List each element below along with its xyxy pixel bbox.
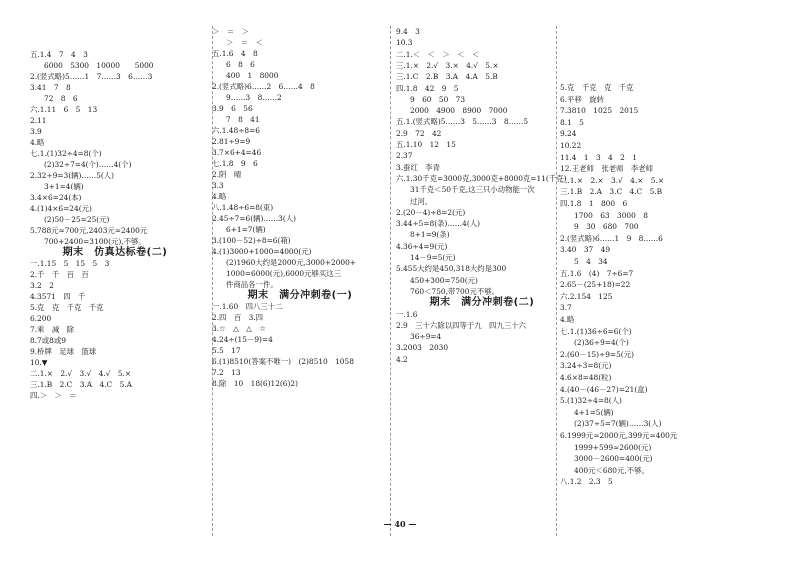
answer-line: 450+300=750(元) [410,275,478,285]
answer-line: 4.(1)3000+1000=4000(元) [212,247,312,256]
answer-line: 七.1.(1)32÷4=8(个) [30,149,102,158]
answer-line: 4.24÷(15－9)=4 [212,335,273,344]
answer-line: 6.平移 旋转 [560,94,605,104]
answer-line: 4.6×8=48(粒) [560,373,612,382]
answer-line: 760＜750,带700元不够。 [410,286,500,296]
answer-line: 10.▼ [30,358,48,367]
answer-line: 七.1.(1)36÷6=6(个) [560,326,632,336]
answer-line: 9.4 3 [396,27,420,36]
answer-line: 2.37 [396,151,413,161]
answer-line: 3000－2600=400(元) [574,454,653,464]
answer-line: 9.桥牌 足球 篮球 [30,347,97,356]
answer-line: 3+1=4(辆) [44,182,84,191]
answer-line: 3.2003 2030 [396,343,449,353]
answer-line: 7 8 41 [226,115,260,124]
answer-line: 六.1.48÷8=6 [212,126,260,135]
answer-line: 6.(1)8510(答案不唯一) (2)8510 1058 [212,357,354,366]
answer-line: (2)37÷5=7(辆)……3(人) [574,419,662,429]
answer-line: 5 4 34 [574,257,608,266]
answer-line: 三.1.C 2.B 3.A 4.A 5.B [396,72,498,82]
answer-line: 七.1.8 9 6 [212,159,258,168]
answer-line: 2.(竖式略)6……1 9 8……6 [560,233,663,243]
answer-line: 9.24 [560,129,577,139]
answer-line: 7.2 13 [212,368,241,377]
answer-line: 5.(1)32÷4=8(人) [560,396,622,406]
answer-line: 件商品各一件。 [226,280,278,289]
answer-line: 2.11 [30,116,47,125]
answer-line: 3.24÷3=8(元) [560,361,612,371]
answer-line: 4.(1)4×6=24(元) [30,204,92,213]
answer-line: 1700 63 3000 8 [574,210,648,220]
answer-line: 4.(40－(46－27)=21(盒) [560,384,648,394]
answer-line: 2.45÷7=6(辆)……3(人) [212,214,297,223]
answer-line: 1999+599≈2600(元) [574,442,652,452]
answer-line: 4.3571 四 千 [30,292,86,301]
answer-line: 3.2 2 [30,281,54,290]
answer-line: 6+1=7(辆) [226,225,266,234]
answer-line: 4.略 [212,192,227,201]
answer-line: 36÷9=4 [410,332,442,342]
answer-line: 2000 4900 8900 7000 [410,106,508,116]
answer-line: 9……3 8……2 [226,93,282,102]
answer-line: 五.1.6 (4) 7÷6=7 [560,268,634,278]
answer-line: ＞ ＝ ＞ [212,27,249,36]
answer-line: 12.王老师 张老师 李老师 [560,164,654,174]
answer-line: 11.4 1 3 4 2 1 [560,152,637,162]
answer-line: 5.788元≈700元,2403元≈2400元 [30,226,148,235]
answer-line: 3.蚕红 李青 [396,162,441,172]
column-divider-2 [390,26,391,536]
answer-line: 2.(竖式略)5……1 7……3 6……3 [30,72,153,81]
answer-line: 700+2400=3100(元),不够。 [44,237,146,246]
section-heading: 期末 仿真达标卷(二) [62,247,168,258]
answer-line: 5.455大约是450,318大约是300 [396,264,507,274]
answer-line: 三.1.B 2.C 3.A 4.C 5.A [30,380,132,389]
answer-line: 2.阴 晴 [212,170,242,179]
answer-line: 10.3 [396,38,413,48]
answer-line: 2.千 千 百 百 [30,270,89,279]
answer-column-2 [212,0,388,540]
answer-line: (2)50－25=25(元) [44,215,110,224]
answer-line: 三.1.B 2.A 3.C 4.C 5.B [560,187,663,197]
answer-line: 6 8 6 [226,60,255,69]
answer-line: 二.1.× 2.× 3.√ 4.× 5.× [560,175,665,185]
answer-column-4 [560,0,760,540]
answer-line: 3.(100－52)÷8=6(箱) [212,236,291,245]
answer-line: 二.1.× 2.√ 3.√ 4.√ 5.× [30,369,132,378]
answer-column-3 [396,0,568,540]
answer-line: 4+1=5(辆) [574,407,614,417]
answer-line: 八.1.2 2.3 5 [560,477,613,487]
answer-line: 五.1.4 7 4 3 [30,50,88,59]
answer-line: 2.(20－4)÷8=2(元) [396,207,466,217]
answer-line: 过河。 [410,196,433,206]
answer-line: 2.9 72 42 [396,128,442,138]
answer-line: 一.1.60 四八三十二 [212,302,283,311]
answer-line: (2)1960大约是2000元,3000+2000+ [226,258,357,267]
answer-line: 5.克 千克 克 千克 [560,83,634,92]
answer-line: 10.22 [560,141,582,150]
section-heading: 期末 满分冲刺卷(二) [429,297,535,309]
answer-line: 5.克 克 千克 千克 [30,303,104,312]
answer-line: 3.7×6+4=46 [212,148,262,157]
answer-line: 2.(竖式略)6……2 6……4 8 [212,82,315,91]
answer-line: 四.1.8 1 800 6 [560,199,628,208]
answer-line: 四.1.8 42 9 5 [396,83,459,93]
answer-line: 2.81÷9=9 [212,137,251,146]
answer-line: 五.1.10 12 15 [396,140,456,149]
answer-line: 6000 5300 10000 5000 [44,61,154,70]
answer-line: 31千克＜50千克,这三只小动物能一次 [410,185,535,195]
answer-line: (2)32÷7=4(个)……4(个) [44,160,132,169]
answer-line: 五.1.(竖式略)5……3 5……3 8……5 [396,117,529,127]
answer-line: 8.7或8或9 [30,336,66,345]
answer-line: 4.略 [560,315,575,324]
page-number: — 40 — [383,519,417,529]
answer-line: 一.1.15 5 15 5 3 [30,259,110,268]
answer-line: 三.1.× 2.√ 3.× 4.√ 5.× [396,60,499,70]
answer-line: 7.3810 1025 2015 [560,106,639,116]
answer-line: 14－9=5(元) [410,253,456,262]
answer-line: 8.除 10 18(6)12(6)2) [212,379,298,388]
answer-line: 2.(60－15)÷9=5(元) [560,349,634,359]
answer-line: 六.2.154 125 [560,291,613,301]
answer-line: 六.1.11 6 5 13 [30,105,98,114]
answer-line: 六.1.30千克=3000克,3000克+8000克=11(千克) [396,173,567,183]
answer-line: 9 30 680 700 [574,222,639,232]
answer-line: 2.65－(25+18)=22 [560,280,631,290]
section-heading: 期末 满分冲刺卷(一) [247,290,353,301]
answer-line: 8+1=9(条) [410,230,450,240]
answer-line: 4.36÷4=9(元) [396,241,448,251]
answer-line: 二.1.＜ ＜ ＞ ＜ ＜ [396,49,480,59]
answer-line: 72 8 6 [44,94,78,103]
answer-line: 400元＜680元,不够。 [574,465,649,475]
answer-line: 3.40 37 49 [560,245,611,255]
answer-line: 3.9 6 56 [212,104,253,113]
answer-line: 4.略 [30,138,45,147]
answer-line: 3.7 [560,303,572,313]
answer-column-1 [30,0,200,540]
answer-line: 3.4×6=24(本) [30,193,82,202]
answer-line: 6.200 [30,314,52,323]
answer-line: 4.2 [396,354,408,364]
answer-line: 五.1.6 4 8 [212,49,258,58]
answer-line: 四.＞ ＞ ＝ [30,391,77,400]
answer-line: ＞ ＝ ＜ [226,38,263,47]
answer-line: 5.5 17 [212,346,241,355]
answer-line: 2.四 百 3.四 [212,313,264,322]
answer-line: 3.☆ △ △ ☆ [212,324,266,333]
answer-line: 1000=6000(元),6000元够买这三 [226,269,342,278]
answer-line: 400 1 8000 [226,71,279,80]
answer-line: 3.41 7 8 [30,83,71,92]
answer-line: 3.44÷5=8(条)……4(人) [396,219,481,229]
answer-line: 八.1.48÷6=8(束) [212,203,274,212]
answer-line: 8.1 5 [560,117,584,127]
answer-line: 9 60 50 73 [410,94,466,104]
answer-line: 7.乘 减 除 [30,325,75,334]
answer-line: 3.9 [30,127,42,136]
answer-line: 2.32÷9=3(辆)……5(人) [30,171,115,180]
answer-line: 一.1.6 [396,309,418,319]
answer-line: 6.1999元≈2000元,399元≈400元 [560,431,678,440]
answer-line: 3.3 [212,181,224,190]
answer-line: (2)36÷9=4(个) [574,338,629,348]
answer-line: 2.9 三十六除以四等于九 四九三十六 [396,320,527,330]
